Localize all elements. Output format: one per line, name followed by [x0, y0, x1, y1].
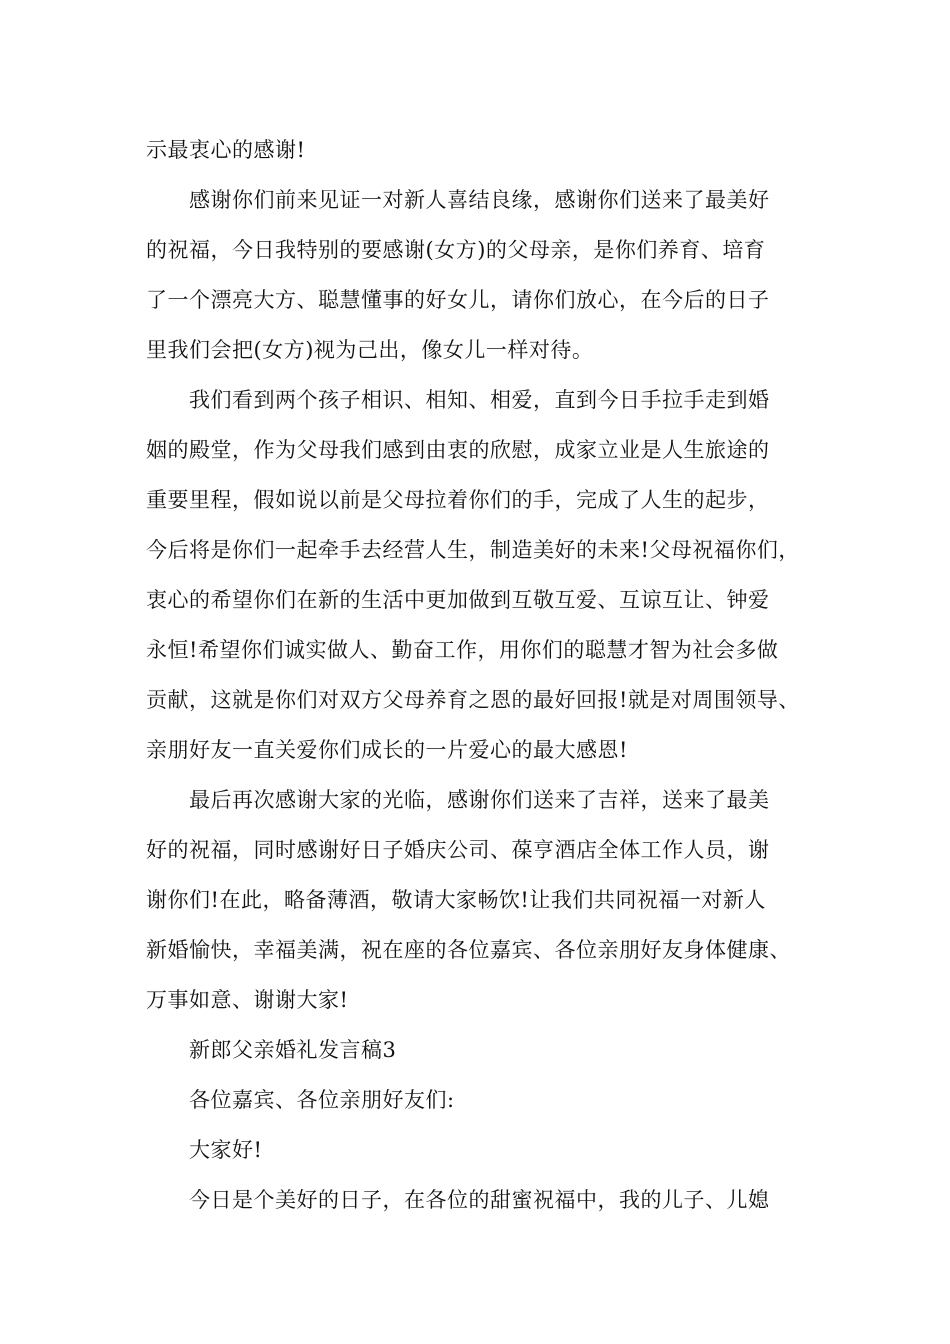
text-line: 了一个漂亮大方、聪慧懂事的好女儿，请你们放心，在今后的日子: [146, 288, 770, 312]
text-line: 的祝福，今日我特别的要感谢(女方)的父母亲，是你们养育、培育: [146, 238, 766, 262]
text-line: 今日是个美好的日子，在各位的甜蜜祝福中，我的儿子、儿媳: [189, 1188, 770, 1212]
text-line: 亲朋好友一直关爱你们成长的一片爱心的最大感恩!: [146, 738, 628, 762]
text-line: 我们看到两个孩子相识、相知、相爱，直到今日手拉手走到婚: [189, 388, 770, 412]
text-line: 今后将是你们一起牵手去经营人生，制造美好的未来!父母祝福你们，: [146, 538, 800, 562]
text-line: 里我们会把(女方)视为己出，像女儿一样对待。: [146, 338, 594, 362]
text-line: 衷心的希望你们在新的生活中更加做到互敬互爱、互谅互让、钟爱: [146, 588, 770, 612]
text-line: 姻的殿堂，作为父母我们感到由衷的欣慰，成家立业是人生旅途的: [146, 438, 770, 462]
text-line: 贡献，这就是你们对双方父母养育之恩的最好回报!就是对周围领导、: [146, 688, 800, 712]
text-line: 好的祝福，同时感谢好日子婚庆公司、葆亨酒店全体工作人员，谢: [146, 838, 770, 862]
text-line: 万事如意、谢谢大家!: [146, 988, 349, 1012]
text-line: 永恒!希望你们诚实做人、勤奋工作，用你们的聪慧才智为社会多做: [146, 638, 779, 662]
text-line: 感谢你们前来见证一对新人喜结良缘，感谢你们送来了最美好: [189, 188, 770, 212]
text-line: 大家好!: [189, 1138, 263, 1162]
text-line: 新婚愉快，幸福美满，祝在座的各位嘉宾、各位亲朋好友身体健康、: [146, 938, 791, 962]
text-line: 示最衷心的感谢!: [146, 138, 306, 162]
text-line: 重要里程，假如说以前是父母拉着你们的手，完成了人生的起步，: [146, 488, 770, 512]
text-line: 最后再次感谢大家的光临，感谢你们送来了吉祥，送来了最美: [189, 788, 770, 812]
text-line: 各位嘉宾、各位亲朋好友们:: [189, 1088, 455, 1112]
text-line: 谢你们!在此，略备薄酒，敬请大家畅饮!让我们共同祝福一对新人: [146, 888, 766, 912]
section-heading: 新郎父亲婚礼发言稿3: [189, 1038, 397, 1062]
